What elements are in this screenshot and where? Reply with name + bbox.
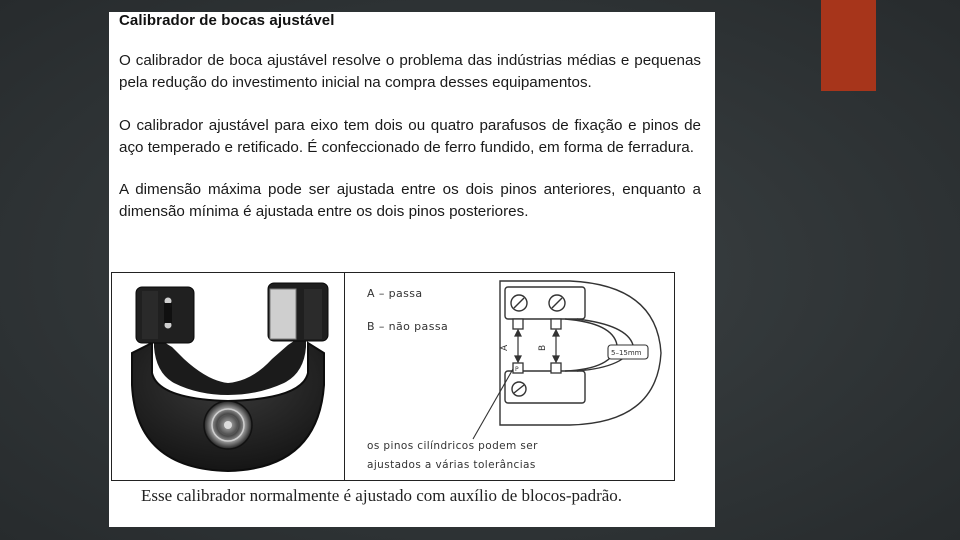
dimension-label-a: A bbox=[500, 344, 510, 351]
note-line-2: ajustados a várias tolerâncias bbox=[367, 459, 536, 471]
legend-b: B – não passa bbox=[367, 320, 449, 333]
gauge-photo bbox=[112, 273, 345, 480]
range-label: 5–15mm bbox=[611, 349, 642, 357]
dimension-label-b: B bbox=[538, 344, 548, 351]
gauge-photo-illustration bbox=[112, 273, 344, 480]
top-pin-a bbox=[513, 319, 523, 329]
paragraph-1: O calibrador de boca ajustável resolve o problema das indústrias médias e pequenas pela redução do investimento inicial na compra desses equipamentos. bbox=[119, 52, 701, 91]
top-pin-b bbox=[551, 319, 561, 329]
note-leader-line bbox=[473, 369, 513, 439]
document-page bbox=[109, 12, 715, 527]
gauge-diagram bbox=[345, 273, 674, 480]
paragraph-2: O calibrador ajustável para eixo tem dois ou quatro parafusos de fixação e pinos de aço temperado e retificado. É confeccionado de ferro fundido, em forma de ferradura. bbox=[119, 117, 701, 156]
figure-caption: Esse calibrador normalmente é ajustado com auxílio de blocos-padrão. bbox=[141, 486, 623, 505]
paragraph-3: A dimensão máxima pode ser ajustada entre os dois pinos anteriores, enquanto a dimensão mínima é ajustada entre os dois pinos posteriores. bbox=[119, 181, 701, 220]
legend-a: A – passa bbox=[367, 287, 423, 300]
note-line-1: os pinos cilíndricos podem ser bbox=[367, 440, 538, 452]
adjustable-anvil bbox=[270, 289, 296, 339]
accent-tab bbox=[821, 0, 876, 91]
diagram-note bbox=[367, 437, 597, 475]
bottom-pin-b bbox=[551, 363, 561, 373]
document-title: Calibrador de bocas ajustável bbox=[119, 12, 335, 29]
figure-box bbox=[111, 272, 675, 481]
pin-label: P bbox=[515, 366, 519, 373]
